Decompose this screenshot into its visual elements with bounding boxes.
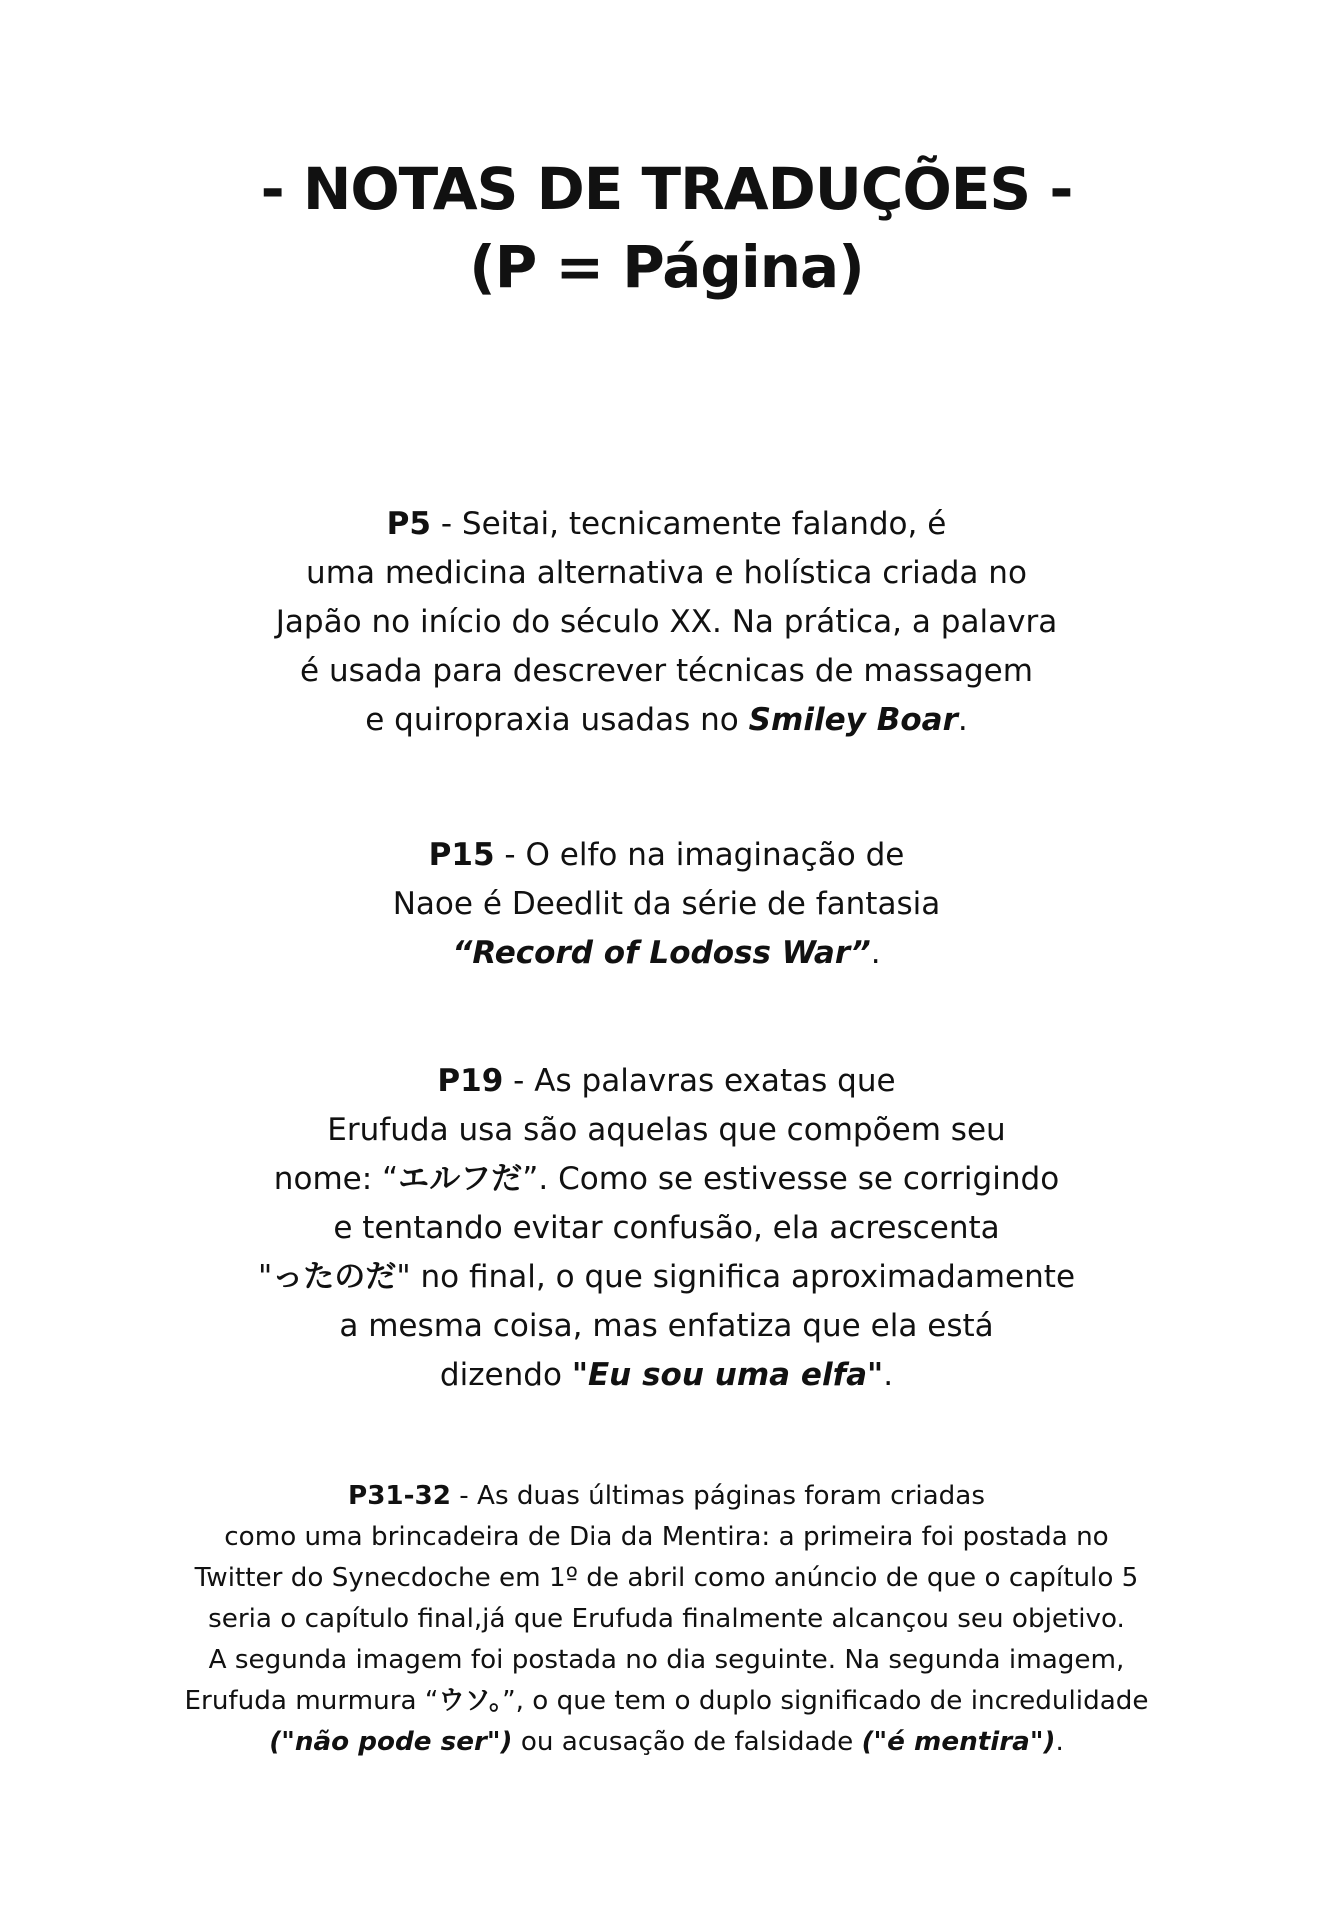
note-line: P31-32 - As duas últimas páginas foram criadas — [348, 1481, 985, 1511]
note-line: uma medicina alternativa e holística criada no — [306, 555, 1027, 591]
note-line: P19 - As palavras exatas que — [437, 1063, 896, 1099]
note-p31-32 — [0, 1476, 1333, 1763]
emphasis-text: ("é mentira") — [861, 1727, 1056, 1757]
note-line: Twitter do Synecdoche em 1º de abril como anúncio de que o capítulo 5 — [194, 1563, 1139, 1593]
note-line: nome: “エルフだ”. Como se estivesse se corrigindo — [273, 1161, 1060, 1197]
note-p15 — [0, 831, 1333, 978]
note-line: P15 - O elfo na imaginação de — [428, 837, 905, 873]
note-line: e quiropraxia usadas no Smiley Boar. — [365, 702, 968, 738]
title-line-1: - NOTAS DE TRADUÇÕES - — [260, 155, 1073, 223]
note-page-ref: P5 — [386, 506, 431, 542]
note-line: dizendo "Eu sou uma elfa". — [439, 1357, 894, 1393]
note-line: A segunda imagem foi postada no dia seguinte. Na segunda imagem, — [208, 1645, 1125, 1675]
page-title — [0, 150, 1333, 306]
japanese-text: エルフだ — [398, 1161, 523, 1197]
note-line: “Record of Lodoss War”. — [452, 935, 881, 971]
emphasis-text: “Record of Lodoss War” — [452, 935, 871, 971]
note-page-ref: P31-32 — [348, 1481, 451, 1511]
note-line: como uma brincadeira de Dia da Mentira: a primeira foi postada no — [224, 1522, 1109, 1552]
note-line: "ったのだ" no final, o que significa aproximadamente — [257, 1259, 1076, 1295]
japanese-text: ったのだ — [272, 1259, 397, 1295]
emphasis-text: ("não pode ser") — [269, 1727, 513, 1757]
note-line: seria o capítulo final,já que Erufuda finalmente alcançou seu objetivo. — [208, 1604, 1125, 1634]
emphasis-text: "Eu sou uma elfa" — [571, 1357, 884, 1393]
japanese-text: ウソ。 — [438, 1686, 503, 1716]
note-line: Erufuda murmura “ウソ。”, o que tem o duplo significado de incredulidade — [184, 1686, 1149, 1716]
note-p5 — [0, 500, 1333, 745]
note-page-ref: P19 — [437, 1063, 504, 1099]
note-page-ref: P15 — [428, 837, 495, 873]
note-line: Japão no início do século XX. Na prática, a palavra — [275, 604, 1058, 640]
note-line: ("não pode ser") ou acusação de falsidade ("é mentira"). — [269, 1727, 1064, 1757]
title-line-2: (P = Página) — [469, 233, 864, 301]
note-line: a mesma coisa, mas enfatiza que ela está — [339, 1308, 994, 1344]
note-p19 — [0, 1057, 1333, 1400]
note-line: Naoe é Deedlit da série de fantasia — [392, 886, 941, 922]
note-line: Erufuda usa são aquelas que compõem seu — [327, 1112, 1006, 1148]
note-line: e tentando evitar confusão, ela acrescenta — [333, 1210, 1000, 1246]
emphasis-text: Smiley Boar — [748, 702, 958, 738]
note-line: P5 - Seitai, tecnicamente falando, é — [386, 506, 947, 542]
note-line: é usada para descrever técnicas de massagem — [300, 653, 1033, 689]
